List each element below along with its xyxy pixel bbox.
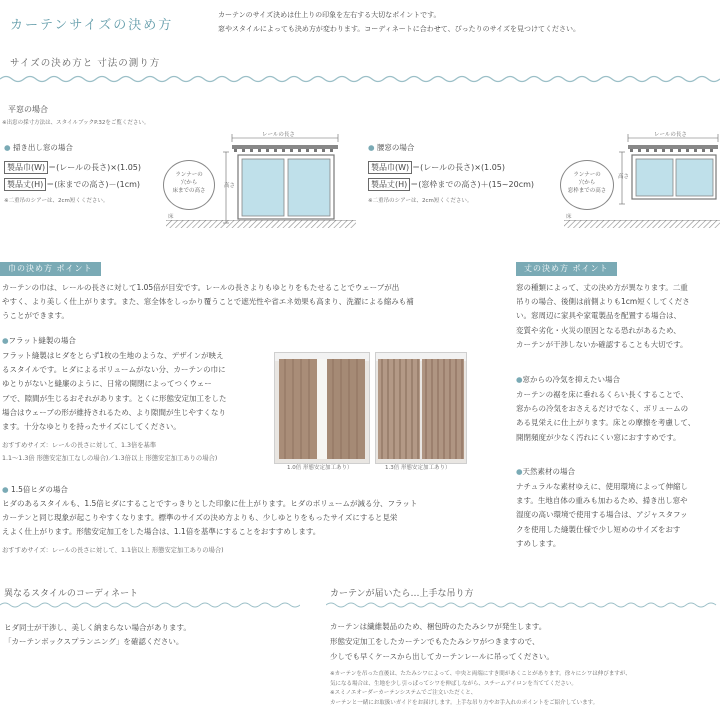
width-line: カーテンの巾は、レールの長さに対して1.05倍が目安です。レールの長さよりもゆとりをもたせることでウェーブが出 bbox=[2, 283, 400, 292]
bottom-right-line: 形態安定加工をしたカーテンでもたたみシワがつきますので、 bbox=[330, 637, 540, 646]
right-window-title: ● 腰窓の場合 bbox=[368, 143, 415, 152]
natural-heading: ●天然素材の場合 bbox=[516, 467, 576, 476]
rail-length-label: レールの長さ bbox=[654, 132, 687, 138]
curtain-rail bbox=[628, 145, 718, 149]
pleat-heading-text: 1.5倍ヒダの場合 bbox=[10, 485, 68, 494]
curtain-photo-1 bbox=[274, 352, 370, 464]
intro-line: 窓やスタイルによっても決め方が変わります。コーディネートに合わせて、ぴったりのサイズを見つけてください。 bbox=[218, 25, 581, 33]
flat-line: ブで、隙間が生じるおそれがあります。とくに形態安定加工をした bbox=[2, 393, 227, 403]
window-pane bbox=[242, 159, 284, 216]
flat-heading: ●フラット縫製の場合 bbox=[2, 336, 76, 345]
length-line: い。窓周辺に家具や家電製品を配置する場合は、 bbox=[516, 311, 681, 321]
right-height-formula bbox=[368, 178, 534, 191]
natural-line: ます。生地自体の重みも加わるため、掃き出し窓や bbox=[516, 496, 688, 506]
height-formula: ＝(床までの高さ)－(1cm) bbox=[46, 180, 141, 189]
left-note: ※二重吊のシアーは、2cm短くください。 bbox=[4, 198, 109, 204]
height-formula: ＝(窓枠までの高さ)＋(15~20cm) bbox=[410, 180, 535, 189]
cold-line: カーテンの裾を床に垂れるくらい長くすることで、 bbox=[516, 390, 688, 399]
cold-line: 窓からの冷気をおさえるだけでなく、ボリュームの bbox=[516, 404, 689, 414]
bottom-right-line: 少しでも早くケースから出してカーテンレールに吊ってください。 bbox=[330, 652, 554, 661]
right-window-title-text: 腰窓の場合 bbox=[376, 143, 415, 152]
cold-heading-text: 窓からの冷気を抑えたい場合 bbox=[522, 375, 621, 384]
width-formula: ＝(レールの長さ)×(1.05) bbox=[412, 163, 505, 172]
flat-window-title: 平窓の場合 bbox=[8, 105, 48, 114]
page-title: カーテンサイズの決め方 bbox=[10, 18, 174, 33]
photo-2-caption: 1.3倍 形態安定加工あり） bbox=[385, 465, 451, 471]
width-label: 製品巾(W) bbox=[368, 161, 412, 174]
width-line: うことができます。 bbox=[2, 311, 69, 321]
waist-window-diagram bbox=[616, 128, 720, 208]
bottom-left-line: ヒダ同士が干渉し、美しく納まらない場合があります。 bbox=[4, 623, 191, 632]
curtain-rail bbox=[232, 145, 338, 149]
right-ellipse-note bbox=[560, 160, 614, 210]
floor-hatch bbox=[564, 220, 720, 230]
cold-line: 開閉頻度が少なく汚れにくい窓におすすめです。 bbox=[516, 432, 681, 442]
wavy-divider bbox=[326, 600, 720, 610]
cold-line: ある見栄えに仕上がります。床との摩擦を考慮して、 bbox=[516, 418, 696, 428]
floor-label: 床 bbox=[168, 214, 174, 220]
length-line: 吊りの場合、後側は前側よりも1cm短くしてくださ bbox=[516, 297, 690, 307]
left-window-title-text: 掃き出し窓の場合 bbox=[12, 143, 73, 152]
intro-text bbox=[218, 8, 718, 36]
length-line: カーテンが干渉しないか確認することも大切です。 bbox=[516, 339, 688, 349]
bottom-right-line: カーテンは繊維製品のため、梱包時のたたみシワが発生します。 bbox=[330, 622, 547, 631]
right-width-formula bbox=[368, 161, 505, 174]
height-label: 製品丈(H) bbox=[4, 178, 46, 191]
bottom-left-text bbox=[4, 621, 304, 649]
cold-paragraph bbox=[516, 388, 720, 445]
length-point-tag: 丈の決め方 ポイント bbox=[516, 262, 617, 276]
section-title-size: サイズの決め方と 寸法の測り方 bbox=[10, 58, 161, 69]
pleat-heading: ● 1.5倍ヒダの場合 bbox=[2, 485, 68, 494]
bottom-right-text bbox=[330, 619, 720, 664]
flat-line: ゆとりがないと縫廉のように、日常の開閉によってつくウェー bbox=[2, 379, 212, 389]
left-ellipse-note bbox=[163, 160, 215, 210]
flat-line: るスタイルです。ヒダによるボリュームがない分、カーテンの巾に bbox=[2, 365, 226, 375]
rail-length-label: レールの長さ bbox=[262, 132, 295, 138]
window-pane bbox=[288, 159, 330, 216]
bottom-right-note: ※スミノエオーダーカーテンシステムでご注文いただくと、 bbox=[330, 690, 477, 696]
flat-line: ます。十分なゆとりを持ったサイズにしてください。 bbox=[2, 422, 181, 432]
intro-line: カーテンのサイズ決めは仕上りの印象を左右する大切なポイントです。 bbox=[218, 11, 441, 19]
natural-line: ナチュラルな素材ゆえに、使用環境によって伸縮し bbox=[516, 482, 689, 491]
pleat-line: カーテンと同じ現象が起こりやすくなります。標準のサイズの決め方よりも、少しゆとりをもったサイズにすると見栄 bbox=[2, 513, 398, 523]
length-paragraph bbox=[516, 281, 720, 352]
height-axis-label: 高さ bbox=[618, 174, 630, 180]
bottom-left-title: 異なるスタイルのコーディネート bbox=[4, 589, 139, 599]
length-line: 変質や劣化・火災の原因となる恐れがあるため、 bbox=[516, 325, 681, 335]
floor-label: 床 bbox=[566, 214, 572, 220]
width-point-tag: 巾の決め方 ポイント bbox=[0, 262, 101, 276]
curtain-photo-1-image bbox=[275, 353, 369, 463]
flat-recommend-line: おすすめサイズ：レールの長さに対して、1.3倍を基準 bbox=[2, 442, 157, 449]
natural-paragraph bbox=[516, 480, 720, 551]
ellipse-line: 穴から bbox=[578, 180, 596, 186]
wavy-divider bbox=[0, 73, 720, 85]
bottom-right-note: 気になる場合は、生地を少し引っぱってシワを伸ばしながら、スチームアイロンを当ててください。 bbox=[330, 680, 577, 687]
window-pane bbox=[676, 159, 713, 196]
ellipse-line: 窓枠までの高さ bbox=[567, 188, 607, 194]
window-pane bbox=[636, 159, 673, 196]
width-formula: ＝(レールの長さ)×(1.05) bbox=[48, 163, 141, 172]
pleat-paragraph bbox=[2, 497, 472, 540]
flat-line: フラット縫製はヒダをとらず1枚の生地のような、デザインが映え bbox=[2, 351, 224, 360]
left-width-formula bbox=[4, 161, 141, 174]
width-label: 製品巾(W) bbox=[4, 161, 48, 174]
width-line: やすく、より美しく仕上がります。また、窓全体をしっかり覆うことで遮光性や省エネ効果も高まり、洗濯による縮みも補 bbox=[2, 297, 414, 307]
natural-line: 湿度の高い環境で使用する場合は、アジャスタフッ bbox=[516, 510, 688, 520]
left-height-formula bbox=[4, 178, 140, 191]
ellipse-line: ランナーの bbox=[573, 172, 601, 178]
right-note: ※二重吊のシアーは、2cm短くください。 bbox=[368, 198, 473, 204]
cold-heading: ●窓からの冷気を抑えたい場合 bbox=[516, 375, 621, 384]
pleat-line: えよく仕上がります。形態安定加工をした場合は、1.1倍を基準にすることをおすすめします。 bbox=[2, 527, 321, 537]
height-axis-label: 高さ bbox=[224, 183, 236, 189]
wavy-divider bbox=[0, 600, 300, 610]
flat-paragraph bbox=[2, 349, 270, 434]
bottom-right-note: ※カーテンを吊った直後は、たたみシワによって、中央と両端にすき間があくことがあります。徐々にシワは伸びますが、 bbox=[330, 671, 631, 677]
ellipse-line: 穴から bbox=[180, 180, 198, 186]
natural-line: クを使用した縫製仕様で少し短めのサイズをおす bbox=[516, 524, 681, 534]
curtain-photo-2-image bbox=[376, 353, 466, 463]
photo-1-caption: 1.0倍 形態安定加工あり） bbox=[287, 465, 353, 471]
height-label: 製品丈(H) bbox=[368, 178, 410, 191]
flat-heading-text: フラット縫製の場合 bbox=[8, 336, 76, 345]
bottom-right-notes bbox=[330, 670, 720, 708]
bottom-right-note: カーテンと一緒にお取扱いガイドをお届けします。上手な吊り方やお手入れのポイントをご紹介しています。 bbox=[330, 699, 599, 706]
flat-recommend bbox=[2, 439, 217, 465]
flat-window-note: ※出窓の採寸方法は、スタイルブックP.32をご覧ください。 bbox=[2, 120, 150, 126]
curtain-photo-2 bbox=[375, 352, 467, 464]
natural-heading-text: 天然素材の場合 bbox=[522, 467, 576, 476]
flat-line: 場合はウェーブの形が維持されるため、より隙間が生じやすくなり bbox=[2, 407, 227, 417]
width-paragraph bbox=[2, 281, 472, 324]
bottom-left-line: 「カーテンボックスプランニング」を確認ください。 bbox=[4, 637, 184, 647]
ellipse-line: 床までの高さ bbox=[172, 188, 206, 194]
floor-hatch bbox=[166, 220, 356, 230]
natural-line: すめします。 bbox=[516, 538, 561, 548]
left-window-title: ● 掃き出し窓の場合 bbox=[4, 143, 73, 152]
pleat-line: ヒダのあるスタイルも、1.5倍ヒダにすることですっきりとした印象に仕上がります。ヒダのボリュームが減る分、フラット bbox=[2, 499, 418, 508]
bottom-right-title: カーテンが届いたら…上手な吊り方 bbox=[330, 589, 474, 599]
pleat-recommend: おすすめサイズ：レールの長さに対して、1.1倍以上 形態安定加工ありの場合) bbox=[2, 547, 224, 554]
length-line: 窓の種類によって、丈の決め方が異なります。二重 bbox=[516, 283, 688, 292]
flat-recommend-line: 1.1～1.3倍 形態安定加工なしの場合)／1.3倍以上 形態安定加工ありの場合) bbox=[2, 455, 218, 462]
ellipse-line: ランナーの bbox=[175, 172, 203, 178]
